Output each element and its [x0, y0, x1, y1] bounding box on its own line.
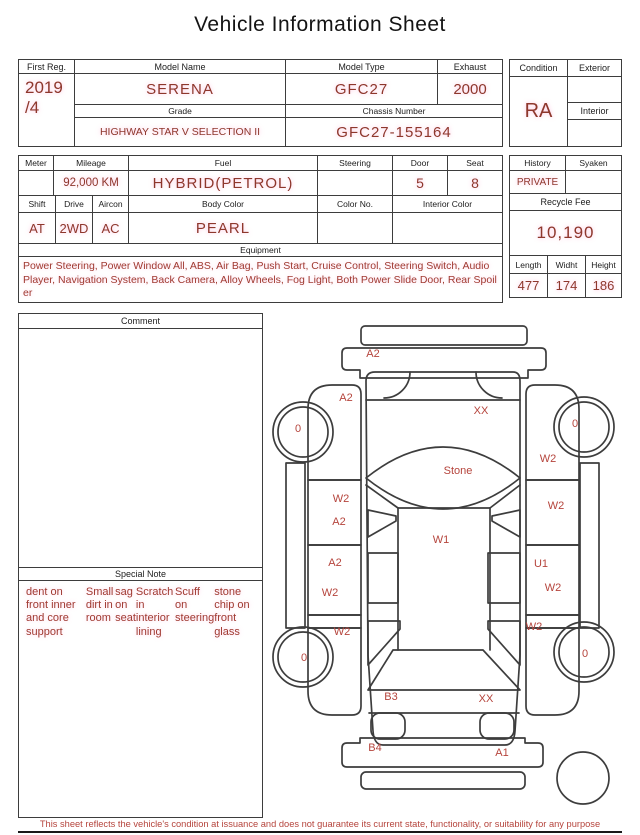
comment-body — [19, 329, 262, 568]
length-value: 477 — [510, 274, 548, 297]
steering-label: Steering — [318, 156, 393, 170]
right-front-window — [492, 510, 520, 537]
mileage-value: 92,000 KM — [54, 171, 129, 195]
interior-value — [568, 120, 621, 146]
interior-label: Interior — [568, 103, 621, 120]
condition-grade-value: RA — [524, 100, 553, 122]
windshield — [366, 447, 520, 509]
width-value: 174 — [548, 274, 586, 297]
spare-tire — [557, 752, 609, 804]
right-taillight — [480, 713, 514, 739]
right-wheel-arch-line — [476, 372, 502, 398]
grade-value: HIGHWAY STAR V SELECTION II — [75, 118, 286, 146]
length-label: Length — [510, 256, 548, 273]
chassis-number-label: Chassis Number — [362, 106, 426, 116]
damage-label: W2 — [544, 582, 562, 594]
damage-label: XX — [473, 405, 489, 417]
left-sill — [286, 463, 305, 628]
rear-deck — [368, 650, 520, 690]
left-side-window — [368, 553, 398, 603]
special-note-line: Small dirt in room — [85, 586, 114, 625]
left-front-wheel-inner — [278, 407, 328, 457]
color-no-value — [318, 213, 393, 243]
history-label: History — [510, 156, 566, 170]
special-note-line: dent on front inner and core support — [26, 586, 76, 638]
steering-value — [318, 171, 393, 195]
model-type-value: GFC27 — [286, 74, 438, 104]
damage-label: A2 — [332, 516, 346, 528]
drive-value: 2WD — [56, 213, 93, 243]
condition-table — [509, 59, 622, 147]
damage-label: A2 — [339, 392, 353, 404]
left-front-door — [308, 480, 361, 545]
spec-table — [18, 155, 503, 303]
right-rear-door — [526, 545, 579, 615]
damage-label: W2 — [321, 587, 339, 599]
height-label: Height — [591, 259, 616, 270]
damage-label: U1 — [533, 558, 549, 570]
left-front-fender — [308, 385, 361, 480]
shift-label: Shift — [19, 196, 56, 212]
left-rear-window — [368, 621, 400, 665]
damage-label: XX — [478, 693, 494, 705]
model-name-label: Model Name — [75, 60, 286, 73]
special-note-line: sag on seat — [115, 586, 136, 625]
condition-label: Condition — [510, 60, 567, 77]
equipment-list: Power Steering, Power Window All, ABS, Air Bag, Push Start, Cruise Control, Steering Switch, Audio Player, Navigation System, Back Camera, Alloy Wheels, Fog Light, Both Power Slide Door, Rear Spoiler — [23, 260, 497, 299]
front-grille-strip — [361, 326, 527, 345]
bottom-rule — [18, 831, 622, 833]
exterior-value — [568, 77, 621, 103]
left-rear-fender — [308, 628, 361, 715]
aircon-value: AC — [93, 213, 129, 243]
door-value: 5 — [393, 171, 448, 195]
syaken-label: Syaken — [579, 158, 608, 168]
right-front-door — [526, 480, 579, 545]
disclaimer-text: This sheet reflects the vehicle's condition at issuance and does not guarantee its current state, functionality, or suitability for any purpose — [39, 819, 601, 829]
syaken-value — [566, 171, 621, 193]
meter-label: Meter — [19, 156, 54, 170]
grade-label: Grade — [75, 105, 286, 117]
height-value: 186 — [592, 278, 615, 293]
left-taillight — [371, 713, 405, 739]
special-note-line: Scratch in interior lining — [135, 586, 174, 638]
interior-color-value — [393, 213, 502, 243]
first-reg-year: 2019 — [25, 78, 63, 97]
damage-label: W2 — [539, 453, 557, 465]
chassis-number-value: GFC27-155164 — [336, 123, 452, 141]
damage-label: Stone — [443, 465, 473, 477]
interior-color-label: Interior Color — [422, 199, 473, 209]
right-sill — [580, 463, 599, 628]
model-type-label: Model Type — [286, 60, 438, 73]
seat-label: Seat — [466, 158, 484, 168]
door-label: Door — [393, 156, 448, 170]
special-note-line: Scuff on steering — [175, 586, 215, 625]
damage-label: B3 — [384, 691, 398, 703]
damage-label: 0 — [294, 423, 302, 435]
fee-table — [509, 155, 622, 298]
car-body-outline — [366, 372, 520, 745]
damage-label: 0 — [581, 648, 589, 660]
mileage-label: Mileage — [54, 156, 129, 170]
recycle-fee-value: 10,190 — [536, 223, 595, 242]
damage-label: 0 — [571, 418, 579, 430]
comment-box — [18, 313, 263, 818]
right-side-window — [488, 553, 520, 603]
damage-label: W2 — [333, 626, 351, 638]
damage-label: A2 — [366, 348, 380, 360]
history-value: PRIVATE — [510, 171, 566, 193]
recycle-fee-label: Recycle Fee — [540, 197, 591, 207]
left-front-wheel — [273, 402, 333, 462]
special-note-header: Special Note — [19, 568, 262, 581]
color-no-label: Color No. — [318, 196, 393, 212]
car-damage-diagram — [268, 315, 630, 807]
right-rear-fender — [526, 628, 579, 715]
exhaust-value: 2000 — [453, 80, 487, 98]
meter-value — [19, 171, 54, 195]
page-title: Vehicle Information Sheet — [194, 13, 446, 36]
right-rear-window — [488, 621, 520, 665]
damage-label: B4 — [368, 742, 382, 754]
first-reg-label: First Reg. — [19, 60, 74, 74]
first-reg-value — [19, 74, 74, 146]
drive-label: Drive — [56, 196, 93, 212]
seat-value: 8 — [471, 175, 479, 191]
left-rear-door — [308, 545, 361, 615]
body-color-label: Body Color — [129, 196, 318, 212]
left-wheel-arch-line — [384, 372, 410, 398]
right-front-wheel — [554, 397, 614, 457]
damage-label: A2 — [328, 557, 342, 569]
left-front-window — [368, 510, 396, 537]
widht-label: Widht — [548, 256, 586, 273]
special-note-line: stone chip on front glass — [214, 586, 250, 638]
special-note-list — [19, 581, 262, 817]
damage-label: W2 — [547, 500, 565, 512]
damage-label: A1 — [495, 747, 509, 759]
equipment-label: Equipment — [240, 245, 281, 255]
damage-labels — [295, 348, 588, 759]
fuel-value: HYBRID(PETROL) — [129, 171, 318, 195]
first-reg-month: /4 — [25, 98, 40, 117]
fuel-label: Fuel — [129, 156, 318, 170]
aircon-label: Aircon — [93, 196, 129, 212]
right-front-wheel-inner — [559, 402, 609, 452]
shift-value: AT — [19, 213, 56, 243]
rear-lower-strip — [361, 772, 525, 789]
damage-label: W2 — [332, 493, 350, 505]
exhaust-label: Exhaust — [453, 61, 487, 72]
body-color-value: PEARL — [129, 213, 318, 243]
damage-label: W1 — [432, 534, 450, 546]
registration-table — [18, 59, 503, 147]
damage-label: W2 — [525, 621, 543, 633]
model-name-value: SERENA — [75, 74, 286, 104]
damage-label: 0 — [300, 652, 308, 664]
exterior-label: Exterior — [568, 60, 621, 77]
comment-header: Comment — [19, 314, 262, 329]
